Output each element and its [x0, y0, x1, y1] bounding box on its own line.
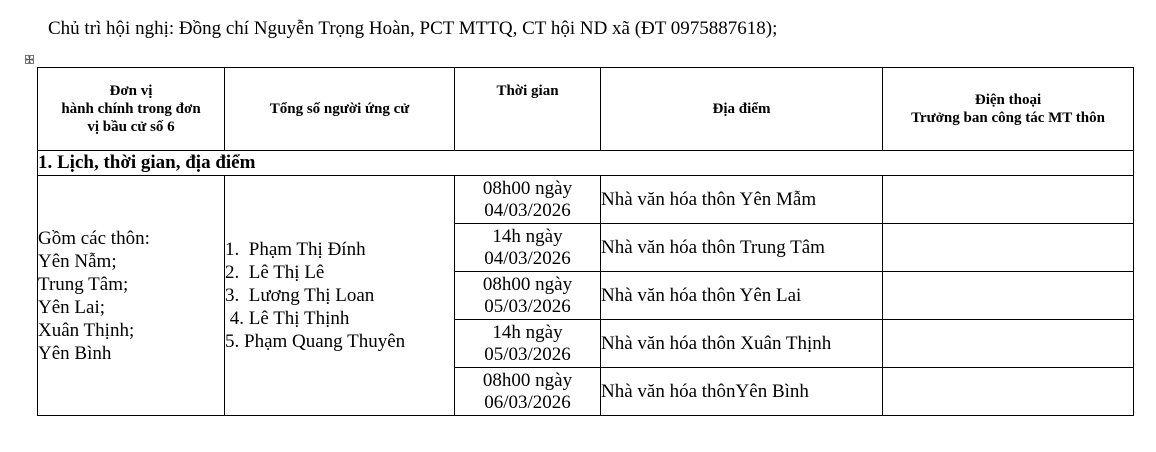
table-header-row	[38, 68, 1134, 151]
phone-cell	[883, 320, 1134, 368]
time-line: 04/03/2026	[484, 247, 571, 269]
candidate-item	[225, 307, 454, 330]
candidate-number: 4.	[229, 308, 244, 329]
unit-cell	[38, 176, 225, 416]
header-candidates: Tổng số người ứng cử	[225, 68, 455, 151]
unit-line: Yên Nẫm;	[38, 250, 117, 272]
meeting-chair-line: Chủ trì hội nghị: Đồng chí Nguyễn Trọng Hoàn, PCT MTTQ, CT hội ND xã (ĐT 0975887618);	[48, 18, 778, 39]
candidate-number: 2.	[225, 262, 240, 283]
time-cell	[455, 320, 601, 368]
candidates-cell	[225, 176, 455, 416]
candidate-name: Phạm Quang Thuyên	[244, 331, 406, 352]
time-cell	[455, 368, 601, 416]
time-cell	[455, 176, 601, 224]
time-line: 06/03/2026	[484, 391, 571, 413]
header-unit-line: vị bầu cử số 6	[87, 119, 175, 135]
unit-line: Xuân Thịnh;	[38, 319, 135, 341]
section-title: 1. Lịch, thời gian, địa điểm	[38, 151, 1134, 176]
time-cell	[455, 224, 601, 272]
unit-line: Yên Lai;	[38, 296, 106, 318]
header-place: Địa điểm	[601, 68, 883, 151]
time-line: 14h ngày	[492, 321, 563, 343]
candidate-name: Phạm Thị Đính	[248, 239, 366, 260]
time-line: 05/03/2026	[484, 343, 571, 365]
phone-cell	[883, 272, 1134, 320]
phone-cell	[883, 368, 1134, 416]
place-cell: Nhà văn hóa thônYên Bình	[601, 368, 883, 416]
phone-cell	[883, 176, 1134, 224]
candidate-name: Lương Thị Loan	[248, 285, 375, 306]
unit-line: Trung Tâm;	[38, 273, 129, 295]
time-line: 08h00 ngày	[482, 273, 573, 295]
header-time: Thời gian	[455, 68, 601, 151]
time-cell	[455, 272, 601, 320]
candidate-number: 1.	[225, 239, 240, 260]
candidate-name: Lê Thị Lê	[248, 262, 325, 283]
candidate-number: 5.	[225, 331, 240, 352]
header-phone-line: Trưởng ban công tác MT thôn	[911, 110, 1105, 126]
header-unit-line: Đơn vị	[109, 83, 153, 99]
candidate-item	[225, 238, 454, 261]
header-unit	[38, 68, 225, 151]
header-unit-line: hành chính trong đơn	[61, 101, 201, 117]
header-phone	[883, 68, 1134, 151]
time-line: 08h00 ngày	[482, 369, 573, 391]
schedule-table	[37, 67, 1134, 416]
place-cell: Nhà văn hóa thôn Xuân Thịnh	[601, 320, 883, 368]
candidate-name: Lê Thị Thịnh	[248, 308, 350, 329]
unit-line: Gồm các thôn:	[38, 227, 150, 249]
header-phone-line: Điện thoại	[974, 92, 1042, 108]
time-line: 14h ngày	[492, 225, 563, 247]
time-line: 04/03/2026	[484, 199, 571, 221]
phone-cell	[883, 224, 1134, 272]
section-row	[38, 151, 1134, 176]
candidate-item	[225, 261, 454, 284]
candidate-item	[225, 284, 454, 307]
candidate-item	[225, 330, 454, 353]
place-cell: Nhà văn hóa thôn Yên Mẫm	[601, 176, 883, 224]
candidate-number: 3.	[225, 285, 240, 306]
unit-line: Yên Bình	[38, 342, 112, 364]
place-cell: Nhà văn hóa thôn Trung Tâm	[601, 224, 883, 272]
time-line: 05/03/2026	[484, 295, 571, 317]
time-line: 08h00 ngày	[482, 177, 573, 199]
table-row	[38, 176, 1134, 224]
place-cell: Nhà văn hóa thôn Yên Lai	[601, 272, 883, 320]
table-move-handle-icon[interactable]	[25, 55, 34, 64]
